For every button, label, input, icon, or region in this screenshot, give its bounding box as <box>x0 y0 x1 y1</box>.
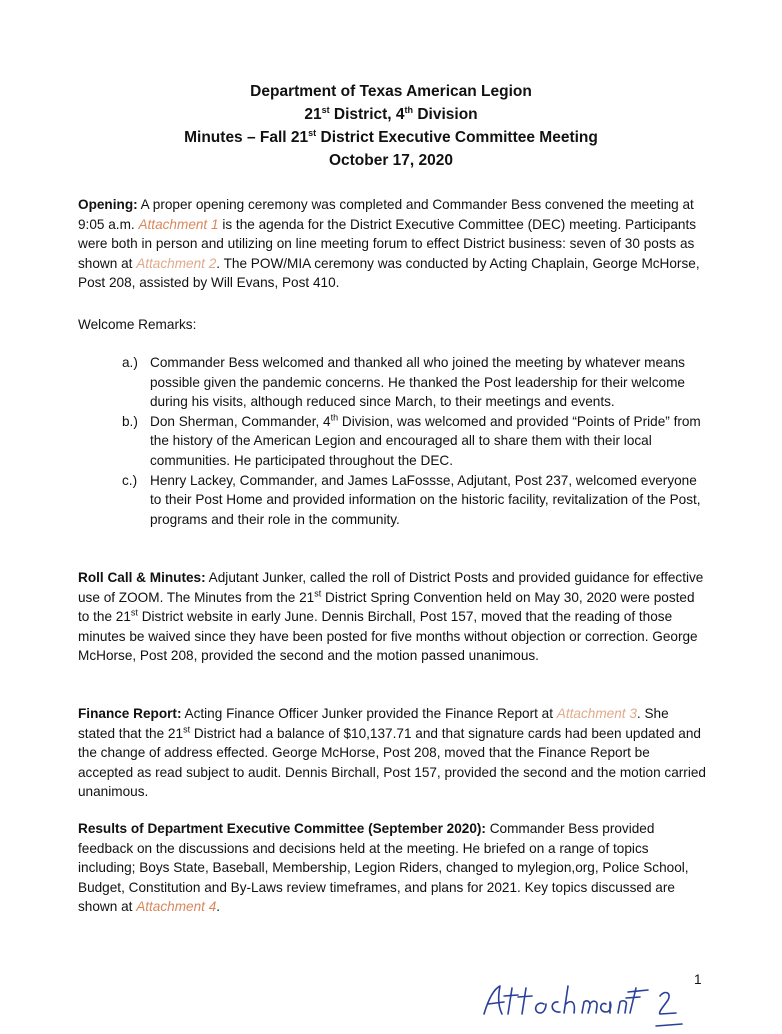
results-label: Results of Department Executive Committee (September 2020): <box>78 821 486 836</box>
finance-paragraph: Finance Report: Acting Finance Officer Junker provided the Finance Report at Attachment 3. She stated that the 21st District had a balance of $10,137.71 and that signature cards had been updated and the change of address effected. George McHorse, Post 208, moved that the Finance Report be accepted as read subject to audit. Dennis Birchall, Post 157, provided the second and the motion carried unanimous. <box>78 706 706 800</box>
list-item: c.) Henry Lackey, Commander, and James LaFossse, Adjutant, Post 237, welcomed everyone to their Post Home and provided information on the historic facility, revitalization of the Post, programs and their role in the community. <box>122 472 701 527</box>
roll-call-label: Roll Call & Minutes: <box>78 570 206 585</box>
attachment-1-ref: Attachment 1 <box>138 216 219 232</box>
list-item: b.) Don Sherman, Commander, 4th Division, was welcomed and provided “Points of Pride” from the history of the American Legion and encouraged all to share them with their local communities. He participated throughout the DEC. <box>122 412 701 468</box>
opening-label: Opening: <box>78 197 138 212</box>
document-header <box>0 80 782 172</box>
attachment-4-ref: Attachment 4 <box>136 899 217 915</box>
handwritten-attachment-note <box>478 982 688 1032</box>
attachment-2-ref: Attachment 2 <box>136 255 217 271</box>
list-item: a.) Commander Bess welcomed and thanked all who joined the meeting by whatever means possible given the pandemic concerns. He thanked the Post leadership for their welcome during his visits, although reduced since March, to their meetings and events. <box>122 355 685 410</box>
welcome-list <box>122 353 704 529</box>
welcome-label: Welcome Remarks: <box>78 317 197 332</box>
list-marker: c.) <box>122 472 138 488</box>
opening-paragraph: Opening: A proper opening ceremony was completed and Commander Bess convened the meeting at 9:05 a.m. Attachment 1 is the agenda for the District Executive Committee (DEC) meeting. Participants were both in person and utilizing on line meeting forum to effect District business: seven of 30 posts as shown at Attachment 2. The POW/MIA ceremony was conducted by Acting Chaplain, George McHorse, Post 208, assisted by Will Evans, Post 410. <box>78 197 700 291</box>
header-title: Minutes – Fall 21st District Executive Committee Meeting <box>184 127 598 146</box>
list-marker: a.) <box>122 355 138 370</box>
list-marker: b.) <box>122 413 138 429</box>
header-date: October 17, 2020 <box>328 152 454 169</box>
finance-label: Finance Report: <box>78 706 182 721</box>
header-district: 21st District, 4th Division <box>304 104 478 123</box>
results-paragraph: Results of Department Executive Committee (September 2020): Commander Bess provided feedback on the discussions and decisions held at the meeting. He briefed on a range of topics including; Boys State, Baseball, Membership, Legion Riders, changed to mylegion,org, Police School, Budget, Constitution and By-Laws review timeframes, and plans for 2021. Key topics discussed are shown at Attachment 4. <box>78 821 689 915</box>
roll-call-paragraph: Roll Call & Minutes: Adjutant Junker, called the roll of District Posts and provided guidance for effective use of ZOOM. The Minutes from the 21st District Spring Convention held on May 30, 2020 were posted to the 21st District website in early June. Dennis Birchall, Post 157, moved that the reading of those minutes be waived since they have been posted for five months without objection or correction. George McHorse, Post 208, provided the second and the motion passed unanimous. <box>78 570 704 664</box>
attachment-3-ref: Attachment 3 <box>556 706 637 721</box>
header-org: Department of Texas American Legion <box>250 83 532 100</box>
page-number: 1 <box>694 972 702 987</box>
